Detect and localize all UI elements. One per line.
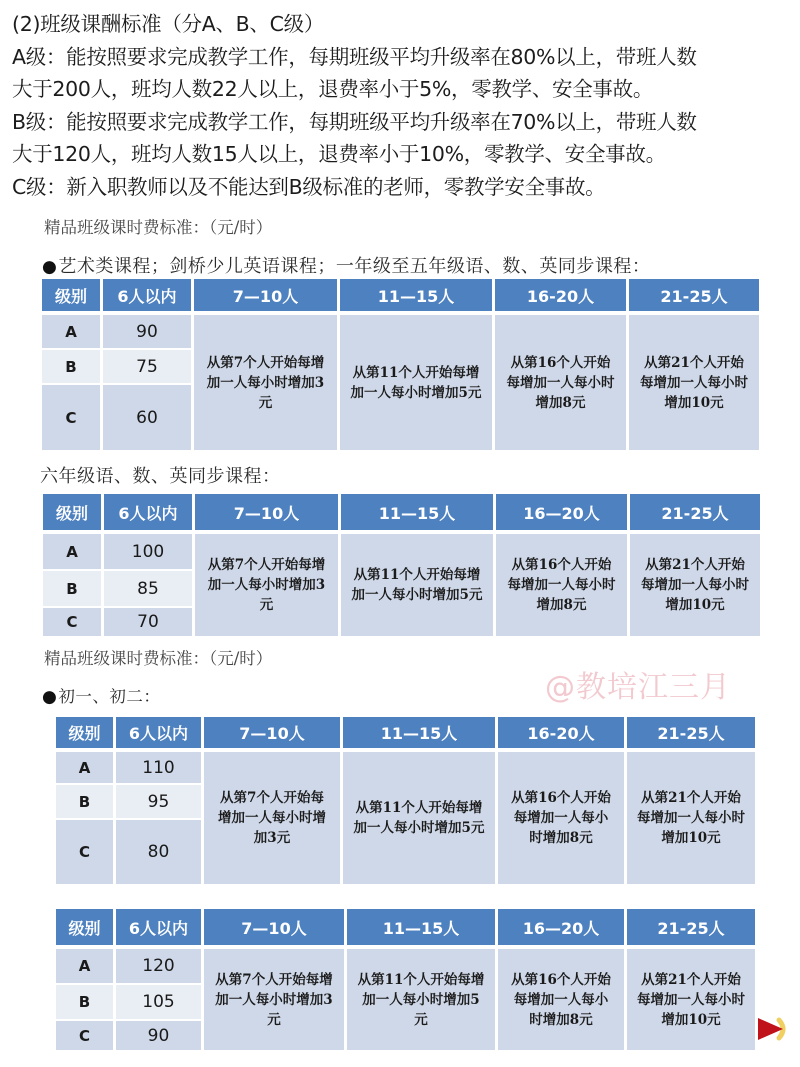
grade-cell: C [56, 1021, 113, 1052]
rule-7-10: 从第7个人开始每增加一人每小时增加3元 [204, 949, 344, 1052]
price-cell: 95 [116, 785, 201, 820]
price-cell: 90 [103, 315, 191, 350]
header-21-25: 21-25人 [627, 717, 755, 752]
rule-11-15: 从第11个人开始每增加一人每小时增加5元 [341, 534, 493, 638]
play-icon[interactable] [757, 1014, 791, 1044]
rule-16-20: 从第16个人开始每增加一人每小时增加8元 [498, 949, 624, 1052]
header-16-20: 16-20人 [498, 717, 624, 752]
rule-16-20: 从第16个人开始每增加一人每小时增加8元 [496, 534, 627, 638]
price-cell: 120 [116, 949, 201, 985]
table-row [43, 534, 760, 571]
price-cell: 80 [116, 820, 201, 886]
header-16-20: 16—20人 [496, 494, 627, 534]
rule-7-10: 从第7个人开始每增加一人每小时增加3元 [204, 752, 340, 886]
bullet-icon: ● [42, 257, 58, 277]
header-11-15: 11—15人 [347, 909, 495, 949]
grade-cell: C [56, 820, 113, 886]
header-base: 6人以内 [103, 279, 191, 315]
grade-c-line: C级：新入职教师以及不能达到B级标准的老师，零教学安全事故。 [12, 174, 606, 199]
rule-7-10: 从第7个人开始每增加一人每小时增加3元 [195, 534, 338, 638]
intro-block [12, 8, 797, 203]
grade-cell: B [43, 571, 101, 608]
rule-21-25: 从第21个人开始每增加一人每小时增加10元 [629, 315, 759, 452]
price-cell: 75 [103, 350, 191, 385]
grade-cell: B [42, 350, 100, 385]
grade-b-line-1: B级：能按照要求完成教学工作，每期班级平均升级率在70%以上，带班人数 [12, 109, 697, 134]
intro-title: (2)班级课酬标准（分A、B、C级） [12, 12, 325, 36]
header-base: 6人以内 [116, 717, 201, 752]
header-base: 6人以内 [104, 494, 192, 534]
grade-cell: C [43, 608, 101, 638]
header-grade: 级别 [43, 494, 101, 534]
rule-11-15: 从第11个人开始每增加一人每小时增加5元 [340, 315, 492, 452]
grade-cell: A [56, 949, 113, 985]
price-cell: 85 [104, 571, 192, 608]
price-cell: 60 [103, 385, 191, 452]
price-cell: 90 [116, 1021, 201, 1052]
header-21-25: 21-25人 [630, 494, 760, 534]
rule-11-15: 从第11个人开始每增加一人每小时增加5元 [347, 949, 495, 1052]
watermark: @教培江三月 [545, 670, 731, 705]
header-11-15: 11—15人 [341, 494, 493, 534]
section1-subcaption [42, 252, 650, 278]
rate-table-3 [53, 717, 758, 886]
header-base: 6人以内 [116, 909, 201, 949]
section1-caption: 精品班级课时费标准：（元/时） [44, 218, 273, 237]
grade-cell: A [42, 315, 100, 350]
header-grade: 级别 [42, 279, 100, 315]
section3-caption: 精品班级课时费标准：（元/时） [44, 649, 273, 668]
grade-cell: A [43, 534, 101, 571]
header-7-10: 7—10人 [195, 494, 338, 534]
rule-16-20: 从第16个人开始每增加一人每小时增加8元 [495, 315, 626, 452]
price-cell: 100 [104, 534, 192, 571]
section1-subcaption-text: 艺术类课程；剑桥少儿英语课程；一年级至五年级语、数、英同步课程： [58, 256, 651, 277]
header-11-15: 11—15人 [340, 279, 492, 315]
header-7-10: 7—10人 [194, 279, 337, 315]
price-cell: 110 [116, 752, 201, 785]
grade-cell: C [42, 385, 100, 452]
rate-table-1 [39, 279, 762, 452]
rule-21-25: 从第21个人开始每增加一人每小时增加10元 [627, 949, 755, 1052]
section3-subcaption-text: 初一、初二： [58, 687, 161, 706]
rule-7-10: 从第7个人开始每增加一人每小时增加3元 [194, 315, 337, 452]
grade-a-line-1: A级：能按照要求完成教学工作，每期班级平均升级率在80%以上，带班人数 [12, 44, 697, 69]
price-cell: 105 [116, 985, 201, 1021]
price-cell: 70 [104, 608, 192, 638]
header-16-20: 16-20人 [495, 279, 626, 315]
grade-a-line-2: 大于200人，班均人数22人以上，退费率小于5%，零教学、安全事故。 [12, 77, 654, 101]
rule-16-20: 从第16个人开始每增加一人每小时增加8元 [498, 752, 624, 886]
header-21-25: 21-25人 [627, 909, 755, 949]
header-grade: 级别 [56, 909, 113, 949]
header-16-20: 16—20人 [498, 909, 624, 949]
rule-21-25: 从第21个人开始每增加一人每小时增加10元 [627, 752, 755, 886]
grade-cell: B [56, 985, 113, 1021]
rate-table-4 [53, 909, 758, 1052]
section3-subcaption [42, 683, 160, 707]
header-grade: 级别 [56, 717, 113, 752]
table-row [56, 949, 755, 985]
grade-b-line-2: 大于120人，班均人数15人以上，退费率小于10%，零教学、安全事故。 [12, 142, 666, 166]
header-7-10: 7—10人 [204, 909, 344, 949]
grade-cell: A [56, 752, 113, 785]
header-7-10: 7—10人 [204, 717, 340, 752]
bullet-icon: ● [42, 687, 58, 707]
section2-subcaption: 六年级语、数、英同步课程： [40, 466, 281, 487]
rule-21-25: 从第21个人开始每增加一人每小时增加10元 [630, 534, 760, 638]
rule-11-15: 从第11个人开始每增加一人每小时增加5元 [343, 752, 495, 886]
header-11-15: 11—15人 [343, 717, 495, 752]
grade-cell: B [56, 785, 113, 820]
rate-table-2 [40, 494, 763, 638]
header-21-25: 21-25人 [629, 279, 759, 315]
table-row [42, 315, 759, 350]
table-row [56, 752, 755, 785]
